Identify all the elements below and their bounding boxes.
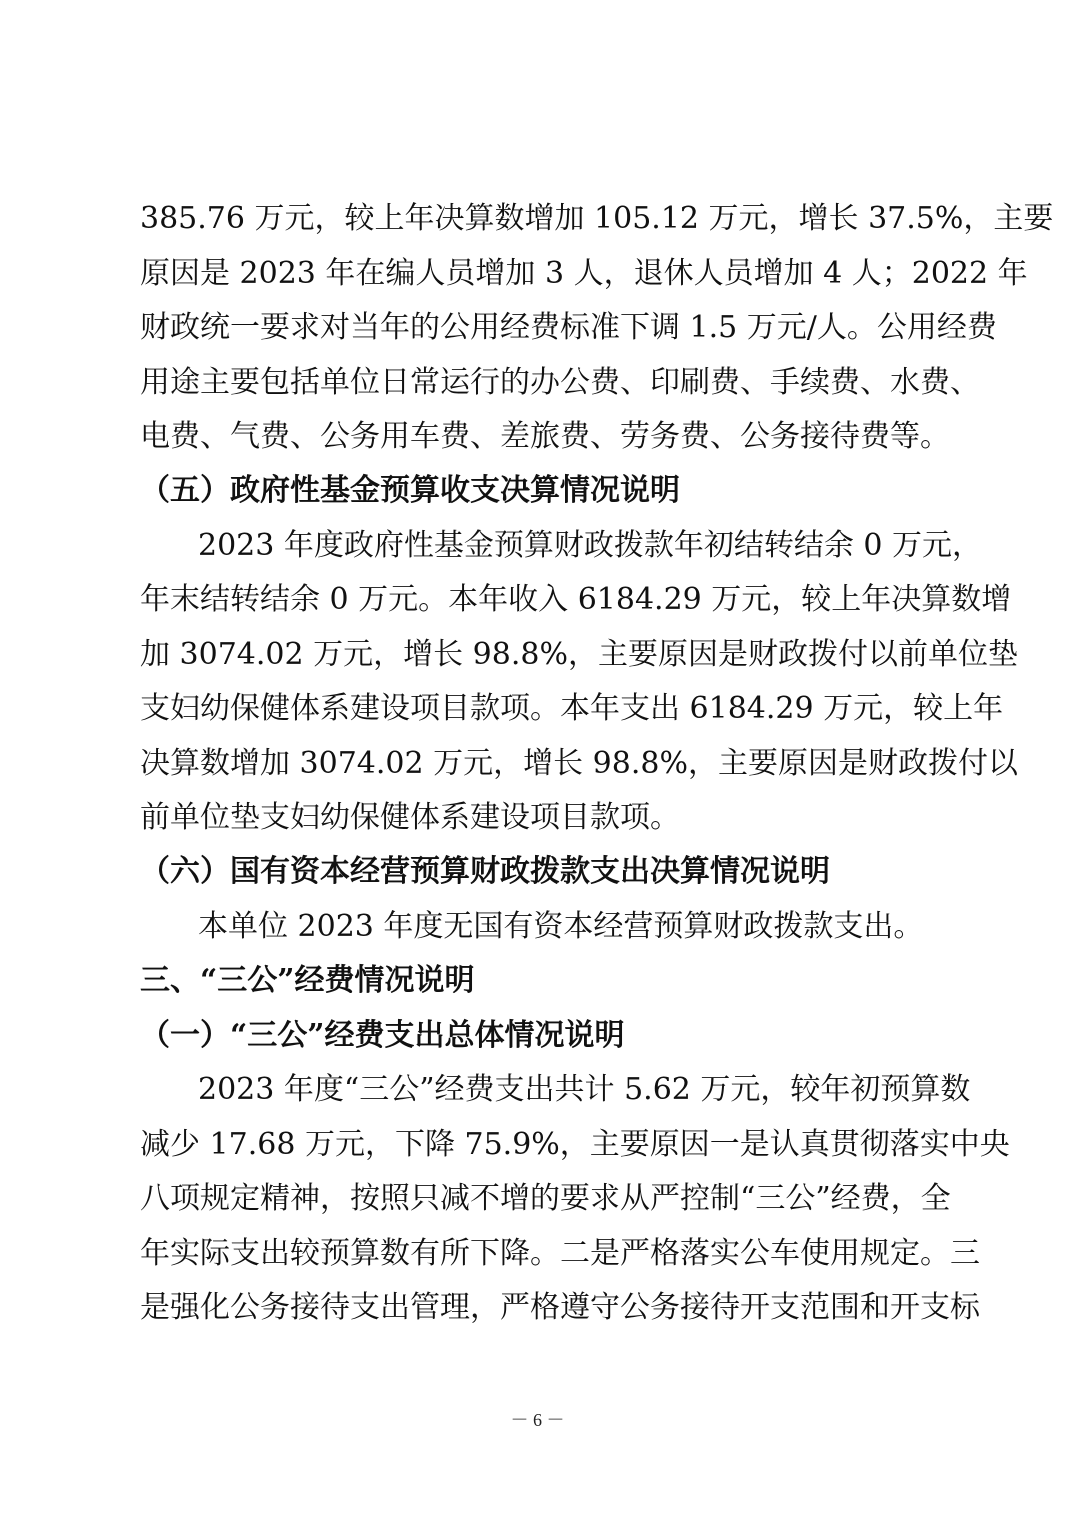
paragraph-line: 是强化公务接待支出管理，严格遵守公务接待开支范围和开支标 bbox=[140, 1290, 980, 1325]
paragraph-line: 年实际支出较预算数有所下降。二是严格落实公车使用规定。三 bbox=[140, 1236, 980, 1271]
part-heading-3: 三、“三公”经费情况说明 bbox=[140, 963, 475, 998]
paragraph-line: 八项规定精神，按照只减不增的要求从严控制“三公”经费，全 bbox=[140, 1181, 951, 1216]
section-heading-6: （六）国有资本经营预算财政拨款支出决算情况说明 bbox=[140, 854, 830, 889]
paragraph-line: 电费、气费、公务用车费、差旅费、劳务费、公务接待费等。 bbox=[140, 419, 950, 454]
paragraph-line: 减少 17.68 万元，下降 75.9%，主要原因一是认真贯彻落实中央 bbox=[140, 1127, 1010, 1162]
paragraph-line: 财政统一要求对当年的公用经费标准下调 1.5 万元/人。公用经费 bbox=[140, 310, 997, 345]
paragraph-line: 本单位 2023 年度无国有资本经营预算财政拨款支出。 bbox=[198, 909, 924, 944]
page-number: － 6 － bbox=[510, 1410, 565, 1430]
subsection-heading-1: （一）“三公”经费支出总体情况说明 bbox=[140, 1018, 625, 1053]
paragraph-line: 385.76 万元，较上年决算数增加 105.12 万元，增长 37.5%，主要 bbox=[140, 201, 1054, 236]
section-heading-5: （五）政府性基金预算收支决算情况说明 bbox=[140, 473, 680, 508]
paragraph-line: 前单位垫支妇幼保健体系建设项目款项。 bbox=[140, 800, 680, 835]
paragraph-line: 年末结转结余 0 万元。本年收入 6184.29 万元，较上年决算数增 bbox=[140, 582, 1012, 617]
paragraph-line: 加 3074.02 万元，增长 98.8%，主要原因是财政拨付以前单位垫 bbox=[140, 637, 1018, 672]
paragraph-line: 原因是 2023 年在编人员增加 3 人，退休人员增加 4 人；2022 年 bbox=[140, 256, 1028, 291]
paragraph-line: 2023 年度“三公”经费支出共计 5.62 万元，较年初预算数 bbox=[198, 1072, 971, 1107]
paragraph-line: 决算数增加 3074.02 万元，增长 98.8%，主要原因是财政拨付以 bbox=[140, 746, 1018, 781]
paragraph-line: 2023 年度政府性基金预算财政拨款年初结转结余 0 万元， bbox=[198, 528, 983, 563]
paragraph-line: 支妇幼保健体系建设项目款项。本年支出 6184.29 万元，较上年 bbox=[140, 691, 1004, 726]
paragraph-line: 用途主要包括单位日常运行的办公费、印刷费、手续费、水费、 bbox=[140, 365, 980, 400]
